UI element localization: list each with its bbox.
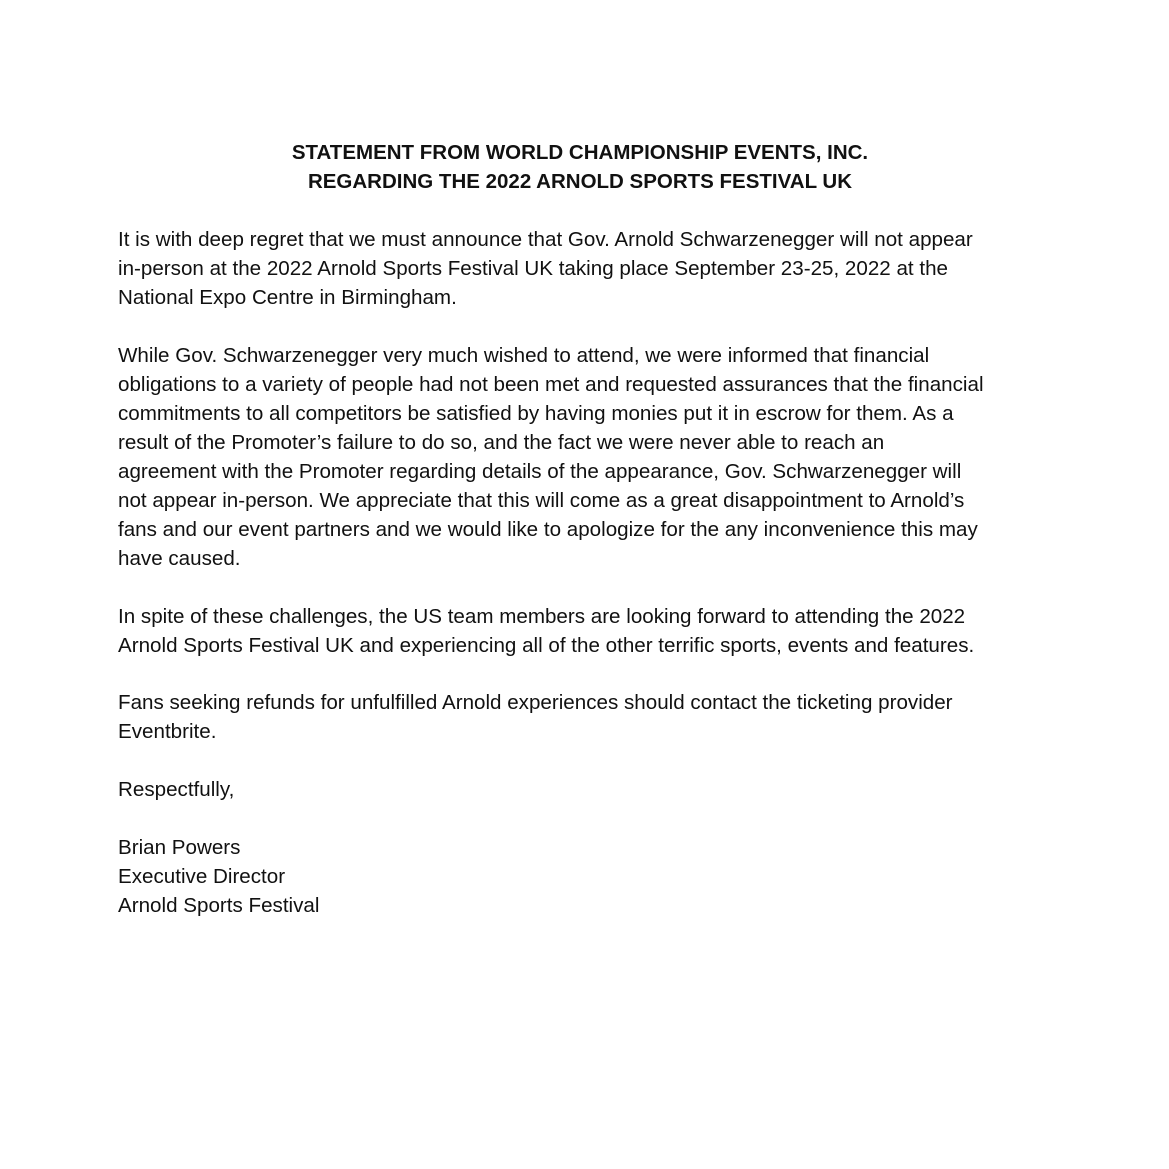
- signature-role: Executive Director: [118, 865, 286, 888]
- paragraph-line: obligations to a variety of people had not been met and requested assurances that the financial: [118, 373, 984, 396]
- signature-block: [118, 833, 1078, 920]
- paragraph-line: have caused.: [118, 547, 241, 570]
- paragraph-line: commitments to all competitors be satisfied by having monies put it in escrow for them. As a: [118, 402, 954, 425]
- paragraph-line: result of the Promoter’s failure to do so, and the fact we were never able to reach an: [118, 431, 885, 454]
- paragraph-line: Fans seeking refunds for unfulfilled Arnold experiences should contact the ticketing provider: [118, 691, 953, 714]
- paragraph-line: in-person at the 2022 Arnold Sports Festival UK taking place September 23-25, 2022 at the: [118, 257, 948, 280]
- paragraph-line: National Expo Centre in Birmingham.: [118, 286, 457, 309]
- paragraph-line: In spite of these challenges, the US team members are looking forward to attending the 2022: [118, 605, 966, 628]
- statement-title: [0, 139, 1160, 196]
- paragraph-refunds: [118, 688, 1078, 746]
- signature-organization: Arnold Sports Festival: [118, 894, 320, 917]
- paragraph-announcement: [118, 225, 1078, 312]
- paragraph-line: fans and our event partners and we would like to apologize for the any inconvenience this may: [118, 518, 978, 541]
- paragraph-line: not appear in-person. We appreciate that this will come as a great disappointment to Arnold’s: [118, 489, 965, 512]
- paragraph-line: agreement with the Promoter regarding details of the appearance, Gov. Schwarzenegger will: [118, 460, 962, 483]
- signature-name: Brian Powers: [118, 836, 241, 859]
- paragraph-line: Arnold Sports Festival UK and experiencing all of the other terrific sports, events and features.: [118, 634, 975, 657]
- closing: [118, 775, 1078, 804]
- title-line-1: STATEMENT FROM WORLD CHAMPIONSHIP EVENTS, INC.: [291, 141, 869, 164]
- paragraph-line: It is with deep regret that we must announce that Gov. Arnold Schwarzenegger will not appear: [118, 228, 973, 251]
- paragraph-explanation: [118, 341, 1078, 573]
- title-line-2: REGARDING THE 2022 ARNOLD SPORTS FESTIVAL UK: [307, 169, 853, 193]
- closing-text: Respectfully,: [118, 778, 235, 801]
- paragraph-us-team: [118, 602, 1078, 660]
- paragraph-line: Eventbrite.: [118, 720, 217, 743]
- paragraph-line: While Gov. Schwarzenegger very much wished to attend, we were informed that financial: [118, 344, 930, 367]
